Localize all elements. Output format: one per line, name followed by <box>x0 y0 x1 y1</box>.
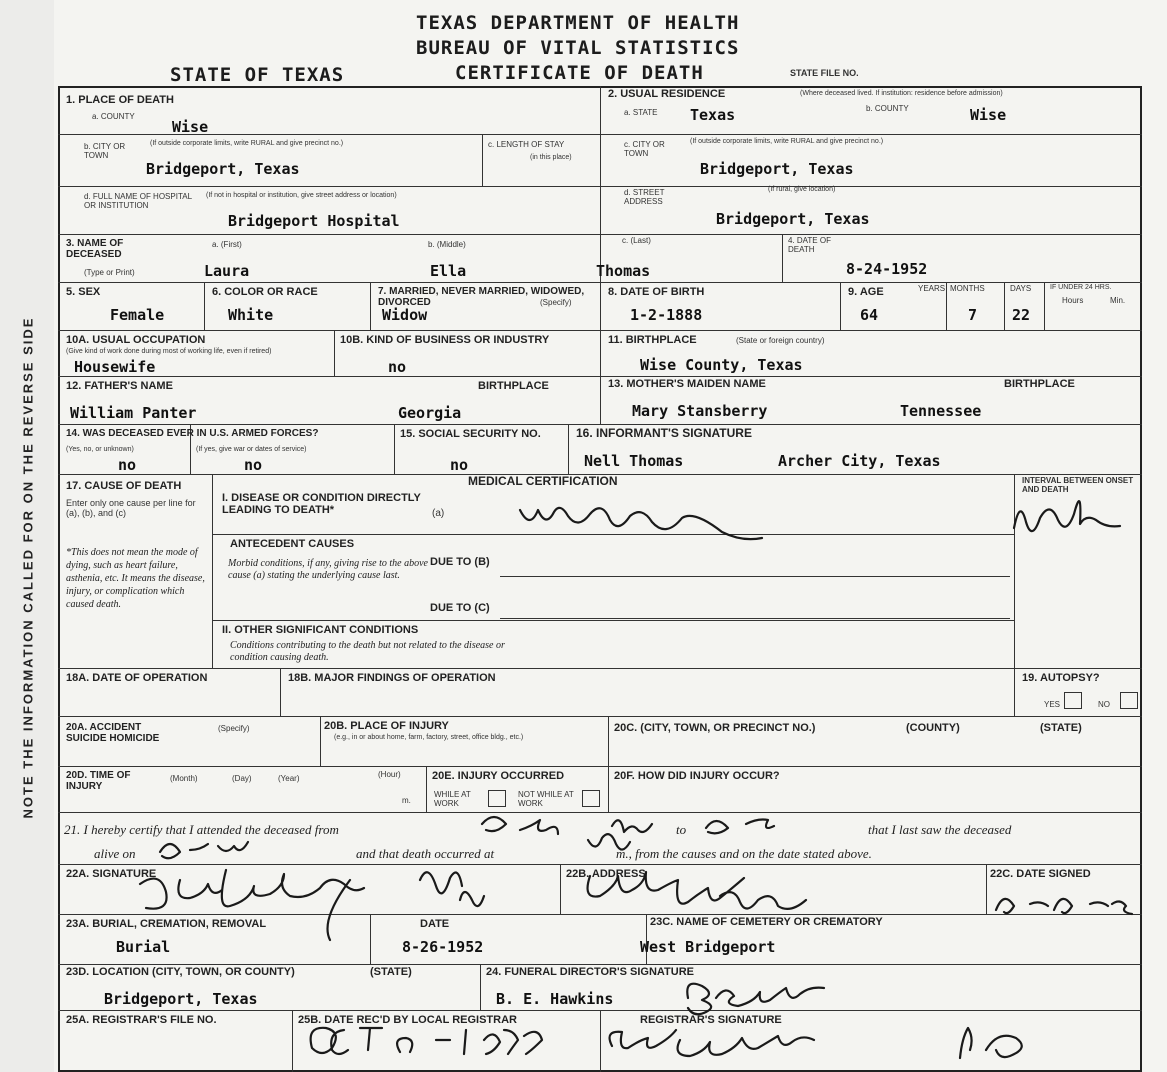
informant-name: Nell Thomas <box>584 452 684 470</box>
not-while-work-label: NOT WHILE AT WORK <box>518 790 574 808</box>
dob-label: 8. DATE OF BIRTH <box>608 286 705 298</box>
medical-certification: MEDICAL CERTIFICATION <box>468 474 618 488</box>
street-label: d. STREET ADDRESS <box>624 188 665 206</box>
cause-label: 17. CAUSE OF DEATH <box>66 480 182 492</box>
birthplace: Wise County, Texas <box>640 356 803 374</box>
side-note <box>8 260 48 880</box>
res-city-note: (If outside corporate limits, write RURAL and give precinct no.) <box>690 138 884 145</box>
certify-to: to <box>676 822 687 837</box>
cause-note2: *This does not mean the mode of dying, such as heart failure, asthenia, etc. It means the disease, injury, or complication which caused death. <box>66 547 205 610</box>
reverse-side-note: NOTE THE INFORMATION CALLED FOR ON THE REVERSE SIDE <box>20 316 36 819</box>
length-of-stay-label: c. LENGTH OF STAY <box>488 140 565 149</box>
autopsy-no-checkbox[interactable] <box>1120 692 1138 709</box>
certify-text-3: alive on <box>94 846 136 861</box>
cert-title: CERTIFICATE OF DEATH <box>455 62 704 84</box>
color-race: White <box>228 306 274 324</box>
date-death-label: 4. DATE OF DEATH <box>788 236 831 254</box>
op-date-label: 18A. DATE OF OPERATION <box>66 672 208 684</box>
certify-text-1: 21. I hereby certify that I attended the deceased from <box>64 822 339 837</box>
place-of-death-label: 1. PLACE OF DEATH <box>66 94 174 106</box>
city-label: b. CITY OR TOWN <box>84 142 126 160</box>
hospital-label: d. FULL NAME OF HOSPITAL OR INSTITUTION <box>84 192 192 210</box>
war-service: no <box>244 456 263 474</box>
date-recd-label: 25B. DATE REC'D BY LOCAL REGISTRAR <box>298 1014 517 1026</box>
county-label: a. COUNTY <box>92 112 135 121</box>
due-to-c: DUE TO (C) <box>430 602 490 614</box>
cause-a: (a) <box>432 508 445 519</box>
injury-occurred-label: 20E. INJURY OCCURRED <box>432 770 565 782</box>
res-state: Texas <box>690 106 736 124</box>
business-label: 10B. KIND OF BUSINESS OR INDUSTRY <box>340 334 550 346</box>
first-name: Laura <box>204 262 250 280</box>
disease-label: I. DISEASE OR CONDITION DIRECTLY LEADING TO DEATH* <box>222 492 421 516</box>
mother-birthplace-label: BIRTHPLACE <box>1004 378 1075 390</box>
due-to-b: DUE TO (B) <box>430 556 490 568</box>
hospital-name: Bridgeport Hospital <box>228 212 400 230</box>
age-months: 7 <box>968 306 978 324</box>
autopsy-yes-checkbox[interactable] <box>1064 692 1082 709</box>
usual-residence-note: (Where deceased lived. If institution: residence before admission) <box>800 90 1003 97</box>
color-label: 6. COLOR OR RACE <box>212 286 318 298</box>
county-injury-label: (COUNTY) <box>906 722 960 734</box>
address-label: 22B. ADDRESS <box>566 868 646 880</box>
place-injury-note: (e.g., in or about home, farm, factory, street, office bldg., etc.) <box>334 734 524 741</box>
registrar-signature-label: REGISTRAR'S SIGNATURE <box>640 1014 782 1026</box>
other-conditions-note: Conditions contributing to the death but not related to the disease or condition causing death. <box>230 640 505 663</box>
how-injury-label: 20F. HOW DID INJURY OCCUR? <box>614 770 780 782</box>
hospital-note: (If not in hospital or institution, give street address or location) <box>206 192 397 199</box>
date-of-birth: 1-2-1888 <box>630 306 703 324</box>
certify-text-2: that I last saw the deceased <box>868 822 1012 837</box>
years-label: YEARS <box>918 284 946 293</box>
autopsy-label: 19. AUTOPSY? <box>1022 672 1100 684</box>
year-label: (Year) <box>278 774 300 783</box>
occupation: Housewife <box>74 358 156 376</box>
reg-file-label: 25A. REGISTRAR'S FILE NO. <box>66 1014 217 1026</box>
month-label: (Month) <box>170 774 198 783</box>
married-label: 7. MARRIED, NEVER MARRIED, WIDOWED, DIVORCED <box>378 286 585 308</box>
antecedent-note: Morbid conditions, if any, giving rise to the above cause (a) stating the underlying cause last. <box>228 558 428 581</box>
date-signed-label: 22C. DATE SIGNED <box>990 868 1091 880</box>
state-file-no: STATE FILE NO. <box>790 68 859 78</box>
op-findings-label: 18B. MAJOR FINDINGS OF OPERATION <box>288 672 496 684</box>
certify-text-5: m., from the causes and on the date stated above. <box>616 846 872 861</box>
usual-residence-label: 2. USUAL RESIDENCE <box>608 88 726 100</box>
middle-name: Ella <box>430 262 467 280</box>
certify-text-4: and that death occurred at <box>356 846 495 861</box>
length-note: (in this place) <box>530 154 572 161</box>
location-state-label: (STATE) <box>370 966 412 978</box>
cause-note1: Enter only one cause per line for (a), (b), and (c) <box>66 498 196 518</box>
res-state-label: a. STATE <box>624 108 658 117</box>
father-name: William Panter <box>70 404 197 422</box>
res-street: Bridgeport, Texas <box>716 210 870 228</box>
armed-label: 14. WAS DECEASED EVER IN U.S. ARMED FORCES? <box>66 428 319 439</box>
cemetery-label: 23C. NAME OF CEMETERY OR CREMATORY <box>650 916 883 928</box>
interval-label: INTERVAL BETWEEN ONSET AND DEATH <box>1022 476 1134 494</box>
city-note: (If outside corporate limits, write RURAL and give precinct no.) <box>150 140 344 147</box>
father-birthplace-label: BIRTHPLACE <box>478 380 549 392</box>
res-county: Wise <box>970 106 1007 124</box>
funeral-label: 24. FUNERAL DIRECTOR'S SIGNATURE <box>486 966 694 978</box>
father-label: 12. FATHER'S NAME <box>66 380 173 392</box>
date-of-death: 8-24-1952 <box>846 260 928 278</box>
signature-label: 22A. SIGNATURE <box>66 868 157 880</box>
antecedent-label: ANTECEDENT CAUSES <box>230 538 355 550</box>
father-birthplace: Georgia <box>398 404 462 422</box>
state-title: STATE OF TEXAS <box>170 64 345 86</box>
autopsy-no-label: NO <box>1098 700 1110 709</box>
location-label: 23D. LOCATION (CITY, TOWN, OR COUNTY) <box>66 966 295 978</box>
while-work-checkbox[interactable] <box>488 790 506 807</box>
res-county-label: b. COUNTY <box>866 104 909 113</box>
armed-forces: no <box>118 456 137 474</box>
birthplace-label: 11. BIRTHPLACE <box>608 334 697 346</box>
autopsy-yes-label: YES <box>1044 700 1061 709</box>
burial-date-label: DATE <box>420 918 450 930</box>
street-note: (If rural, give location) <box>768 186 836 193</box>
days-label: DAYS <box>1010 284 1032 293</box>
res-city-label: c. CITY OR TOWN <box>624 140 665 158</box>
death-city: Bridgeport, Texas <box>146 160 300 178</box>
ssn: no <box>450 456 469 474</box>
armed-note2: (If yes, give war or dates of service) <box>196 446 307 453</box>
accident-label: 20A. ACCIDENT SUICIDE HOMICIDE <box>66 722 160 744</box>
under24-label: IF UNDER 24 HRS. <box>1050 284 1112 291</box>
age-years: 64 <box>860 306 879 324</box>
cemetery-name: West Bridgeport <box>640 938 776 956</box>
age-days: 22 <box>1012 306 1031 324</box>
first-label: a. (First) <box>212 240 242 249</box>
informant-address: Archer City, Texas <box>778 452 941 470</box>
m-label: m. <box>402 796 411 805</box>
occupation-note: (Give kind of work done during most of working life, even if retired) <box>66 348 272 355</box>
months-label: MONTHS <box>950 284 985 293</box>
bureau-title: BUREAU OF VITAL STATISTICS <box>416 37 740 59</box>
hours-label: Hours <box>1062 296 1084 305</box>
occupation-label: 10A. USUAL OCCUPATION <box>66 334 206 346</box>
birthplace-note: (State or foreign country) <box>736 336 825 345</box>
while-work-label: WHILE AT WORK <box>434 790 471 808</box>
city-injury-label: 20C. (CITY, TOWN, OR PRECINCT NO.) <box>614 722 816 734</box>
state-injury-label: (STATE) <box>1040 722 1082 734</box>
place-injury-label: 20B. PLACE OF INJURY <box>324 720 449 732</box>
burial-label: 23A. BURIAL, CREMATION, REMOVAL <box>66 918 267 930</box>
sex-label: 5. SEX <box>66 286 101 298</box>
informant-label: 16. INFORMANT'S SIGNATURE <box>576 426 752 440</box>
age-label: 9. AGE <box>848 286 884 298</box>
burial-date: 8-26-1952 <box>402 938 484 956</box>
armed-note1: (Yes, no, or unknown) <box>66 446 134 453</box>
funeral-director: B. E. Hawkins <box>496 990 614 1008</box>
business: no <box>388 358 407 376</box>
married-note: (Specify) <box>540 298 572 307</box>
middle-label: b. (Middle) <box>428 240 466 249</box>
marital-status: Widow <box>382 306 428 324</box>
last-label: c. (Last) <box>622 236 651 245</box>
min-label: Min. <box>1110 296 1126 305</box>
day-label: (Day) <box>232 774 252 783</box>
mother-birthplace: Tennessee <box>900 402 982 420</box>
not-while-work-checkbox[interactable] <box>582 790 600 807</box>
ssn-label: 15. SOCIAL SECURITY NO. <box>400 428 541 440</box>
res-city: Bridgeport, Texas <box>700 160 854 178</box>
last-name: Thomas <box>596 262 651 280</box>
other-conditions-label: II. OTHER SIGNIFICANT CONDITIONS <box>222 624 419 636</box>
name-type-note: (Type or Print) <box>84 268 135 277</box>
sex: Female <box>110 306 165 324</box>
name-label: 3. NAME OF DECEASED <box>66 238 124 260</box>
time-injury-label: 20D. TIME OF INJURY <box>66 770 131 792</box>
burial-location: Bridgeport, Texas <box>104 990 258 1008</box>
death-county: Wise <box>172 118 209 136</box>
dept-title: TEXAS DEPARTMENT OF HEALTH <box>416 12 740 34</box>
hour-label: (Hour) <box>378 770 401 779</box>
burial-method: Burial <box>116 938 171 956</box>
mother-label: 13. MOTHER'S MAIDEN NAME <box>608 378 766 390</box>
mother-name: Mary Stansberry <box>632 402 768 420</box>
accident-specify: (Specify) <box>218 724 250 733</box>
